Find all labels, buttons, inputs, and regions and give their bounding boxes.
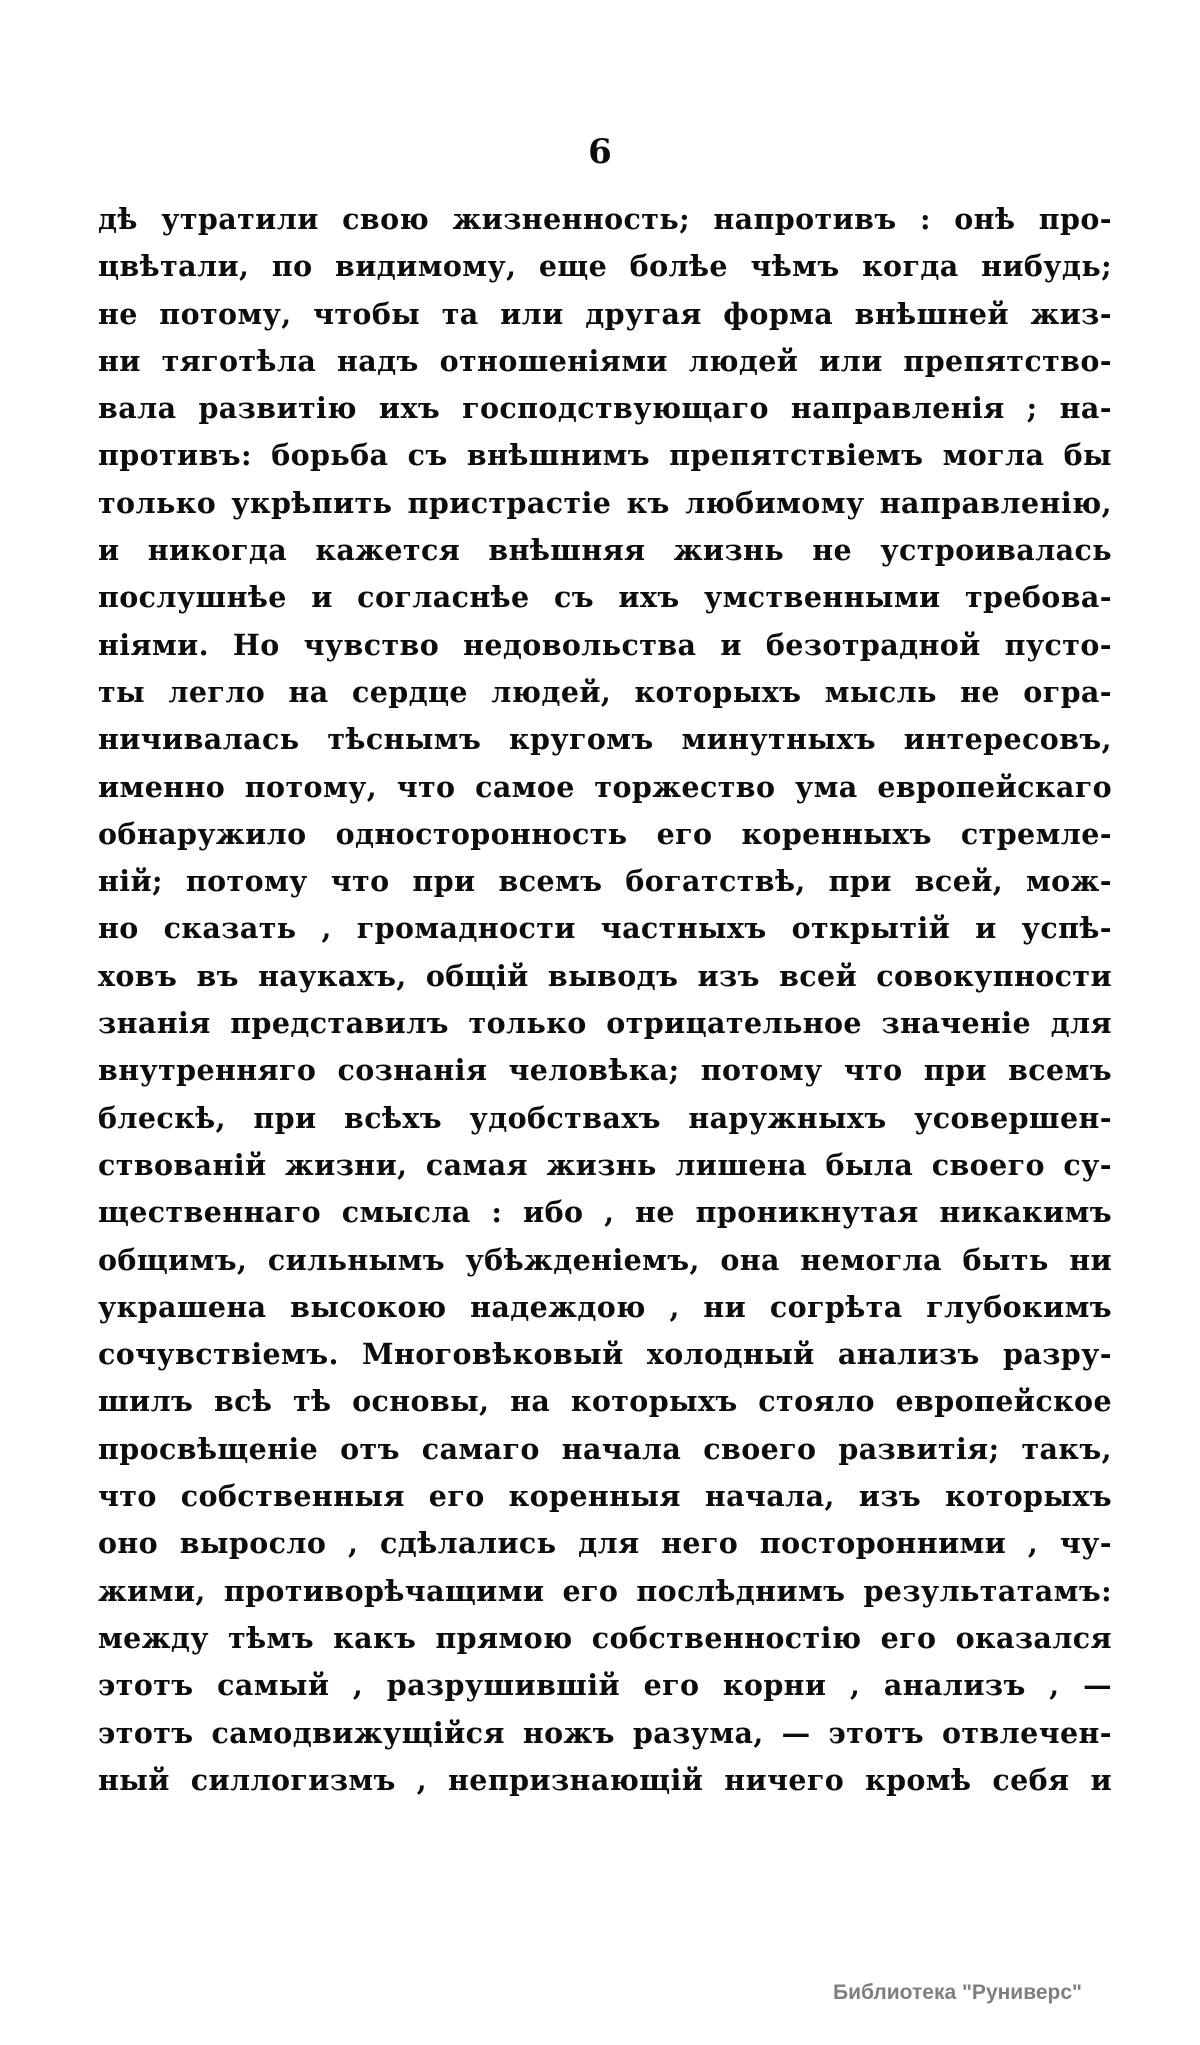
text-line: послушнѣе и согласнѣе съ ихъ умственными требова- [98,580,1112,615]
text-line: просвѣщеніе отъ самаго начала своего развитія; такъ, [98,1431,1112,1466]
library-watermark: Библиотека "Руниверс" [832,1981,1082,2004]
text-line: знанія представилъ только отрицательное значеніе для [98,1006,1112,1041]
text-line: но сказать , громадности частныхъ открытій и успѣ- [98,911,1112,946]
text-line: ни тяготѣла надъ отношеніями людей или препятство- [98,343,1112,378]
text-line: ничивалась тѣснымъ кругомъ минутныхъ интересовъ, [98,722,1112,757]
text-line: щественнаго смысла : ибо , не проникнутая никакимъ [98,1195,1112,1230]
text-line: шилъ всѣ тѣ основы, на которыхъ стояло европейское [98,1384,1112,1419]
text-line: этотъ самодвижущійся ножъ разума, — этотъ отвлечен- [98,1715,1112,1750]
text-line: украшена высокою надеждою , ни согрѣта глубокимъ [98,1289,1112,1324]
text-line: противъ: борьба съ внѣшнимъ препятствіемъ могла бы [98,438,1112,473]
text-line: ній; потому что при всемъ богатствѣ, при всей, мож- [98,864,1112,899]
text-line: общимъ, сильнымъ убѣжденіемъ, она немогла быть ни [98,1242,1112,1277]
text-line: оно выросло , сдѣлались для него посторонними , чу- [98,1526,1112,1561]
text-line: цвѣтали, по видимому, еще болѣе чѣмъ когда нибудь; [98,249,1112,284]
text-line: жими, противорѣчащими его послѣднимъ результатамъ: [98,1573,1112,1608]
text-line: только укрѣпить пристрастіе къ любимому направленію, [98,485,1112,520]
text-line: ный силлогизмъ , непризнающій ничего кромѣ себя и [98,1762,1112,1797]
text-line: именно потому, что самое торжество ума европейскаго [98,769,1112,804]
text-line: внутренняго сознанія человѣка; потому что при всемъ [98,1053,1112,1088]
text-line: обнаружило односторонность его коренныхъ стремле- [98,816,1112,851]
text-line: блескѣ, при всѣхъ удобствахъ наружныхъ усовершен- [98,1100,1112,1135]
text-line: вала развитію ихъ господствующаго направленія ; на- [98,391,1112,426]
text-block [98,196,1112,1804]
text-line: и никогда кажется внѣшняя жизнь не устроивалась [98,533,1112,568]
text-line: что собственныя его коренныя начала, изъ которыхъ [98,1479,1112,1514]
text-line: ты легло на сердце людей, которыхъ мысль не огра- [98,674,1112,709]
text-line: сочувствіемъ. Многовѣковый холодный анализъ разру- [98,1337,1112,1372]
text-line: ніями. Но чувство недовольства и безотрадной пусто- [98,627,1112,662]
text-line: ховъ въ наукахъ, общій выводъ изъ всей совокупности [98,958,1112,993]
text-line: между тѣмъ какъ прямою собственностію его оказался [98,1620,1112,1655]
text-line: не потому, чтобы та или другая форма внѣшней жиз- [98,296,1112,331]
page-number: 6 [588,132,612,172]
text-line: этотъ самый , разрушившій его корни , анализъ , — [98,1668,1112,1703]
text-line: ствованій жизни, самая жизнь лишена была своего су- [98,1147,1112,1182]
text-line: дѣ утратили свою жизненность; напротивъ : онѣ про- [98,202,1112,236]
